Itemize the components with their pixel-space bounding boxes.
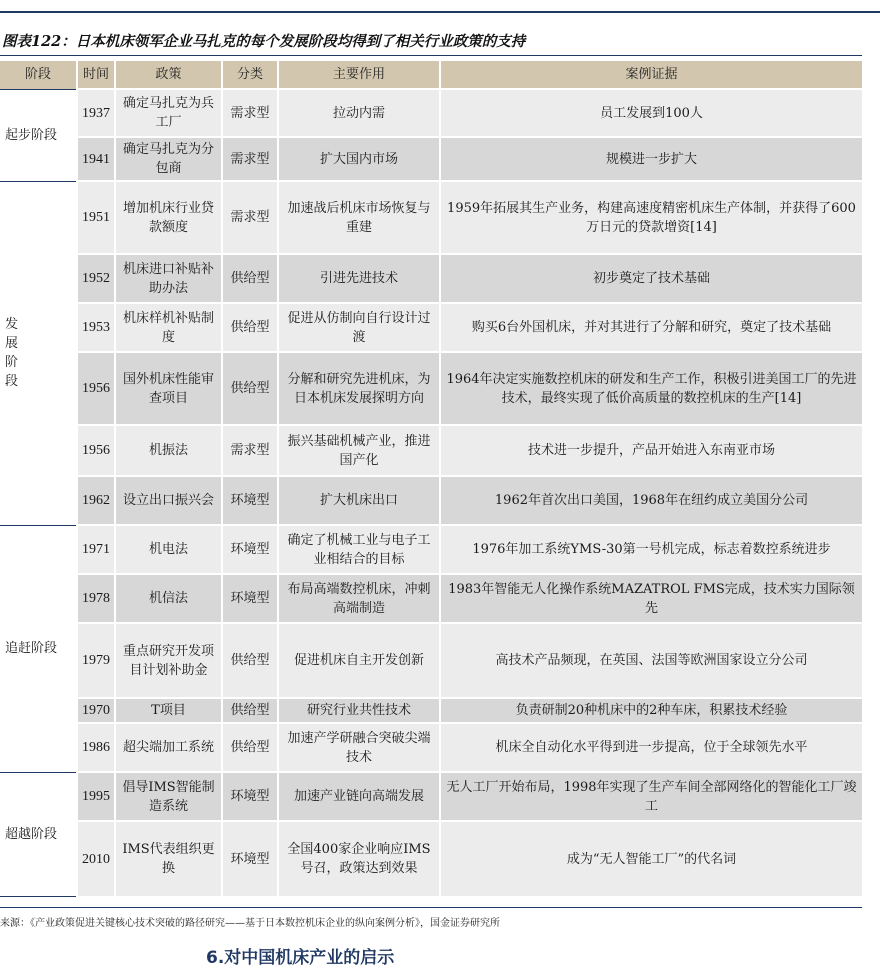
cell-effect: 研究行业共性技术 bbox=[278, 698, 440, 723]
cell-evidence: 1962年首次出口美国，1968年在纽约成立美国分公司 bbox=[440, 476, 862, 525]
cell-type: 供给型 bbox=[222, 303, 278, 352]
cell-evidence: 初步奠定了技术基础 bbox=[440, 254, 862, 303]
cell-type: 环境型 bbox=[222, 772, 278, 821]
cell-evidence: 高技术产品频现，在英国、法国等欧洲国家设立分公司 bbox=[440, 623, 862, 698]
cell-year: 1962 bbox=[77, 476, 115, 525]
stage-cell bbox=[0, 772, 77, 896]
cell-effect: 加速产业链向高端发展 bbox=[278, 772, 440, 821]
policy-table bbox=[0, 61, 862, 897]
cell-effect: 促进机床自主开发创新 bbox=[278, 623, 440, 698]
source-note: 来源：《产业政策促进关键核心技术突破的路径研究——基于日本数控机床企业的纵向案例分析》，国金证券研究所 bbox=[0, 918, 500, 929]
cell-type: 环境型 bbox=[222, 821, 278, 896]
cell-evidence: 规模进一步扩大 bbox=[440, 137, 862, 181]
title-rule bbox=[0, 55, 862, 56]
cell-policy: 倡导IMS智能制造系统 bbox=[115, 772, 222, 821]
table-header-row bbox=[0, 61, 862, 89]
table-row bbox=[0, 181, 862, 254]
table-row bbox=[0, 137, 862, 181]
cell-evidence: 1959年拓展其生产业务，构建高速度精密机床生产体制，并获得了600万日元的贷款增资[14] bbox=[440, 181, 862, 254]
cell-policy: 设立出口振兴会 bbox=[115, 476, 222, 525]
cell-type: 环境型 bbox=[222, 476, 278, 525]
table-row bbox=[0, 574, 862, 623]
table-row bbox=[0, 623, 862, 698]
cell-evidence: 无人工厂开始布局，1998年实现了生产车间全部网络化的智能化工厂竣工 bbox=[440, 772, 862, 821]
cell-policy: 重点研究开发项目计划补助金 bbox=[115, 623, 222, 698]
header-year: 时间 bbox=[77, 61, 115, 89]
cell-evidence: 1983年智能无人化操作系统MAZATROL FMS完成，技术实力国际领先 bbox=[440, 574, 862, 623]
cell-year: 1952 bbox=[77, 254, 115, 303]
table-row bbox=[0, 89, 862, 137]
cell-type: 需求型 bbox=[222, 89, 278, 137]
table-row bbox=[0, 476, 862, 525]
cell-policy: 确定马扎克为兵工厂 bbox=[115, 89, 222, 137]
cell-policy: 增加机床行业贷款额度 bbox=[115, 181, 222, 254]
cell-evidence: 负责研制20种机床中的2种车床，积累技术经验 bbox=[440, 698, 862, 723]
header-type: 分类 bbox=[222, 61, 278, 89]
stage-cell bbox=[0, 525, 77, 772]
table-row bbox=[0, 425, 862, 476]
cell-year: 1978 bbox=[77, 574, 115, 623]
cell-policy: T项目 bbox=[115, 698, 222, 723]
cell-year: 1995 bbox=[77, 772, 115, 821]
cell-policy: 超尖端加工系统 bbox=[115, 723, 222, 772]
cell-evidence: 1976年加工系统YMS-30第一号机完成，标志着数控系统进步 bbox=[440, 525, 862, 574]
stage-label: 追赶阶段 bbox=[5, 641, 58, 656]
cell-effect: 布局高端数控机床，冲刺高端制造 bbox=[278, 574, 440, 623]
cell-effect: 扩大机床出口 bbox=[278, 476, 440, 525]
cell-type: 需求型 bbox=[222, 425, 278, 476]
cell-type: 需求型 bbox=[222, 181, 278, 254]
header-evidence: 案例证据 bbox=[440, 61, 862, 89]
cell-type: 供给型 bbox=[222, 623, 278, 698]
table-row bbox=[0, 254, 862, 303]
cell-type: 供给型 bbox=[222, 254, 278, 303]
cell-policy: 国外机床性能审查项目 bbox=[115, 352, 222, 425]
table-row bbox=[0, 352, 862, 425]
cell-effect: 加速产学研融合突破尖端技术 bbox=[278, 723, 440, 772]
table-row bbox=[0, 723, 862, 772]
cell-policy: 机振法 bbox=[115, 425, 222, 476]
table-row bbox=[0, 698, 862, 723]
cell-policy: 确定马扎克为分包商 bbox=[115, 137, 222, 181]
cell-type: 环境型 bbox=[222, 574, 278, 623]
cell-policy: 机信法 bbox=[115, 574, 222, 623]
cell-effect: 扩大国内市场 bbox=[278, 137, 440, 181]
header-stage: 阶段 bbox=[0, 61, 77, 89]
cell-effect: 引进先进技术 bbox=[278, 254, 440, 303]
cell-evidence: 员工发展到100人 bbox=[440, 89, 862, 137]
header-policy: 政策 bbox=[115, 61, 222, 89]
cell-effect: 确定了机械工业与电子工业相结合的目标 bbox=[278, 525, 440, 574]
table-row bbox=[0, 821, 862, 896]
cell-effect: 全国400家企业响应IMS号召，政策达到效果 bbox=[278, 821, 440, 896]
cell-year: 1986 bbox=[77, 723, 115, 772]
stage-label: 起步阶段 bbox=[5, 127, 58, 143]
cell-year: 2010 bbox=[77, 821, 115, 896]
table-row bbox=[0, 772, 862, 821]
cell-year: 1951 bbox=[77, 181, 115, 254]
cell-year: 1970 bbox=[77, 698, 115, 723]
cell-year: 1971 bbox=[77, 525, 115, 574]
cell-evidence: 技术进一步提升，产品开始进入东南亚市场 bbox=[440, 425, 862, 476]
cell-policy: 机床进口补贴补助办法 bbox=[115, 254, 222, 303]
cell-evidence: 成为“无人智能工厂”的代名词 bbox=[440, 821, 862, 896]
cell-effect: 拉动内需 bbox=[278, 89, 440, 137]
cell-effect: 加速战后机床市场恢复与重建 bbox=[278, 181, 440, 254]
cell-year: 1937 bbox=[77, 89, 115, 137]
stage-label: 超越阶段 bbox=[5, 826, 58, 842]
cell-policy: IMS代表组织更换 bbox=[115, 821, 222, 896]
table-row bbox=[0, 303, 862, 352]
cell-type: 需求型 bbox=[222, 137, 278, 181]
cell-evidence: 1964年决定实施数控机床的研发和生产工作，积极引进美国工厂的先进技术，最终实现了低价高质量的数控机床的生产[14] bbox=[440, 352, 862, 425]
figure-title: 图表122：日本机床领军企业马扎克的每个发展阶段均得到了相关行业政策的支持 bbox=[2, 33, 526, 50]
cell-policy: 机床样机补贴制度 bbox=[115, 303, 222, 352]
section-heading: 6.对中国机床产业的启示 bbox=[206, 948, 395, 968]
cell-effect: 振兴基础机械产业，推进国产化 bbox=[278, 425, 440, 476]
top-rule bbox=[0, 11, 880, 13]
cell-year: 1979 bbox=[77, 623, 115, 698]
header-effect: 主要作用 bbox=[278, 61, 440, 89]
stage-cell bbox=[0, 181, 77, 525]
cell-year: 1953 bbox=[77, 303, 115, 352]
cell-year: 1941 bbox=[77, 137, 115, 181]
table-row bbox=[0, 525, 862, 574]
cell-effect: 促进从仿制向自行设计过渡 bbox=[278, 303, 440, 352]
cell-type: 环境型 bbox=[222, 525, 278, 574]
bottom-rule bbox=[0, 907, 862, 908]
stage-label: 发展阶段 bbox=[5, 317, 19, 389]
cell-evidence: 购买6台外国机床，并对其进行了分解和研究，奠定了技术基础 bbox=[440, 303, 862, 352]
cell-policy: 机电法 bbox=[115, 525, 222, 574]
cell-effect: 分解和研究先进机床，为日本机床发展探明方向 bbox=[278, 352, 440, 425]
cell-evidence: 机床全自动化水平得到进一步提高，位于全球领先水平 bbox=[440, 723, 862, 772]
cell-type: 供给型 bbox=[222, 352, 278, 425]
cell-year: 1956 bbox=[77, 352, 115, 425]
stage-cell bbox=[0, 89, 77, 181]
cell-type: 供给型 bbox=[222, 698, 278, 723]
cell-year: 1956 bbox=[77, 425, 115, 476]
cell-type: 供给型 bbox=[222, 723, 278, 772]
